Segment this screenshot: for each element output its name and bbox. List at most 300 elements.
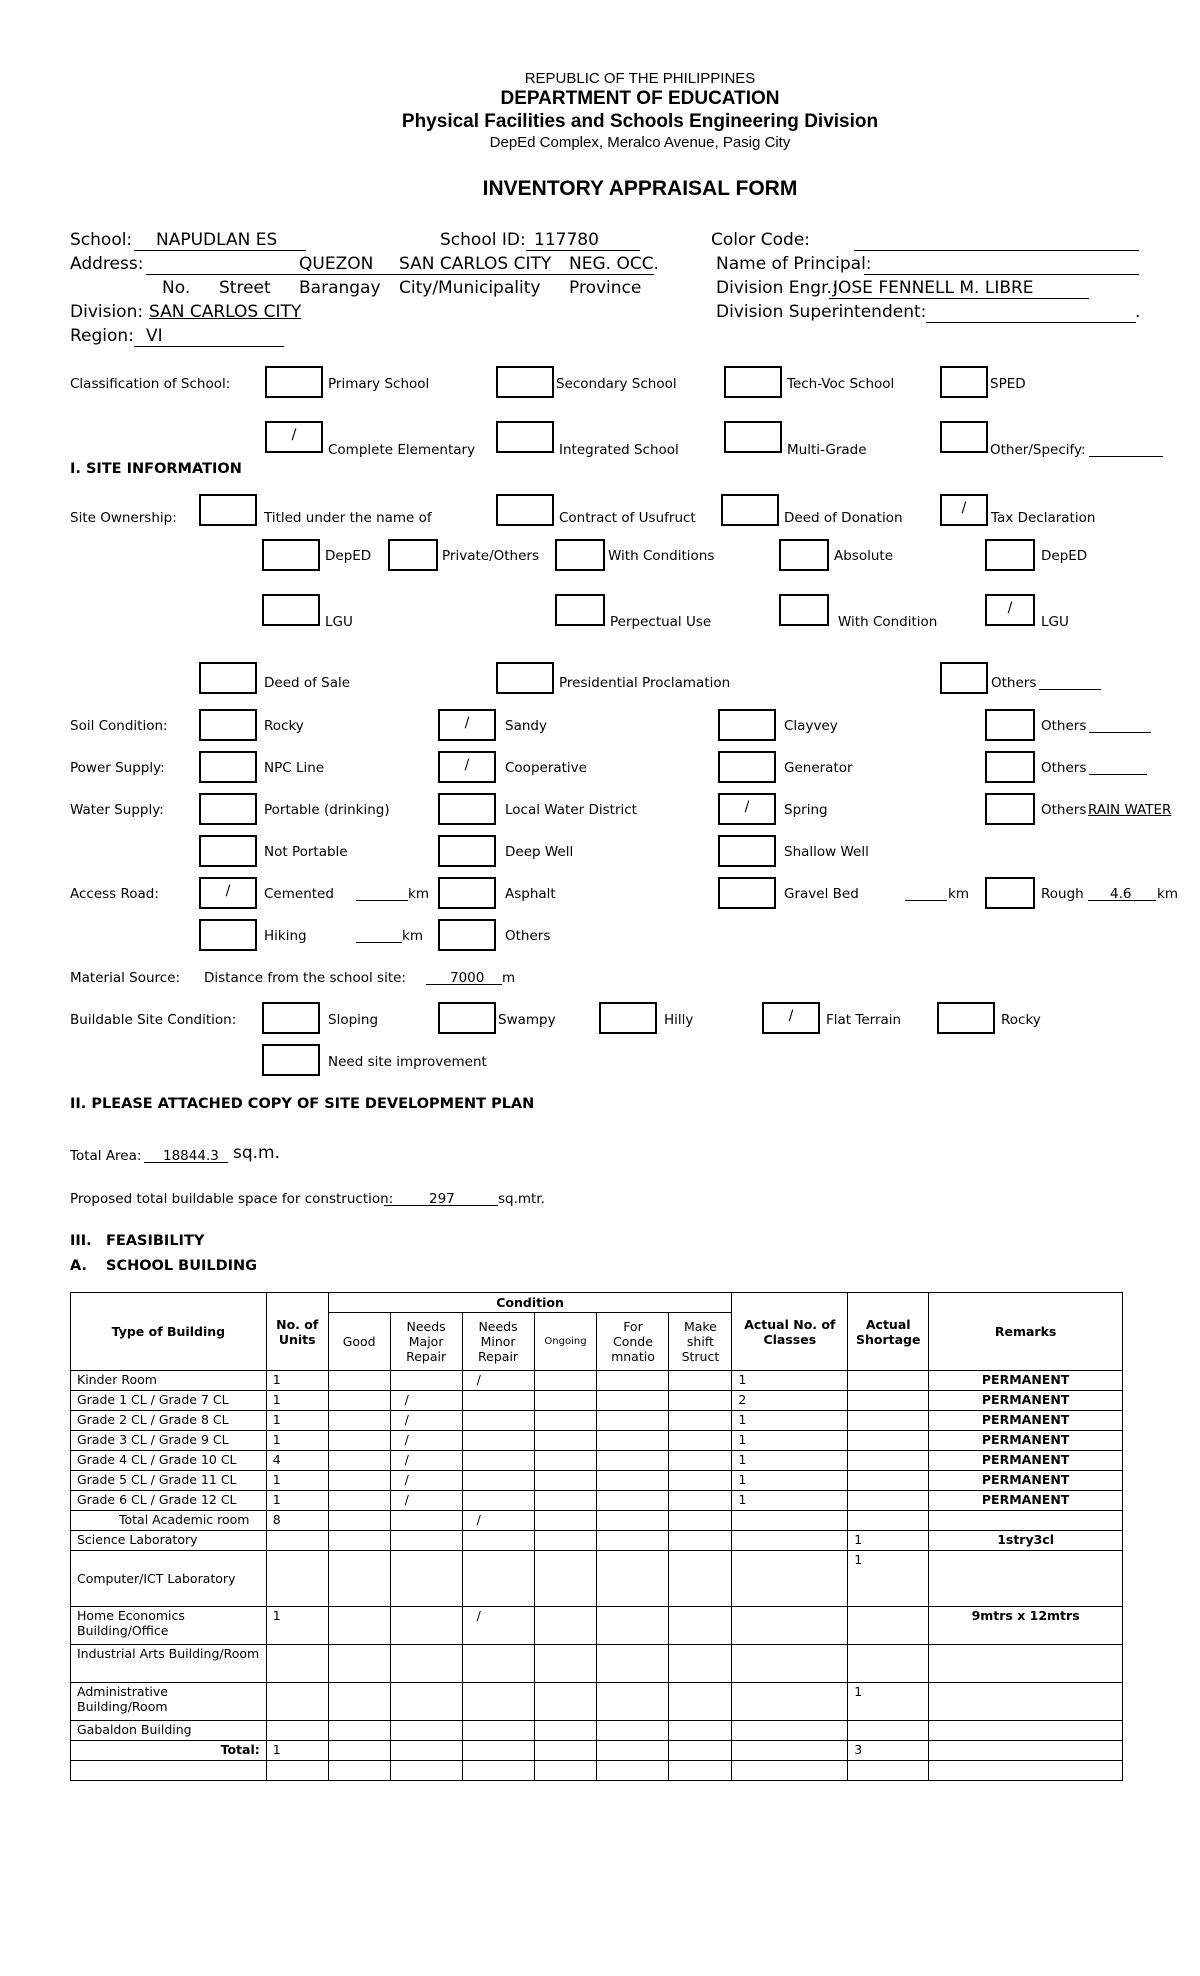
soil-others-checkbox[interactable] — [985, 709, 1035, 741]
cell-condemn — [597, 1371, 669, 1391]
cell-ongoing — [534, 1531, 597, 1551]
cell-type: Grade 2 CL / Grade 8 CL — [71, 1411, 267, 1431]
km2-label: km — [948, 886, 969, 902]
site-section-title: I. SITE INFORMATION — [70, 461, 242, 477]
cell-classes — [732, 1531, 848, 1551]
cell-condemn — [597, 1391, 669, 1411]
improve-checkbox[interactable] — [262, 1044, 320, 1076]
plan-section-title: II. PLEASE ATTACHED COPY OF SITE DEVELOPMENT PLAN — [70, 1096, 535, 1112]
gravel-label: Gravel Bed — [784, 886, 859, 902]
col-condition-header: Condition — [328, 1293, 732, 1313]
proposed-unit: sq.mtr. — [498, 1191, 545, 1207]
sped-label: SPED — [990, 376, 1026, 392]
sloping-label: Sloping — [328, 1012, 379, 1028]
cell-classes — [732, 1645, 848, 1683]
donation-label: Deed of Donation — [784, 510, 903, 526]
cell-ongoing — [534, 1761, 597, 1781]
cell-shortage: 1 — [848, 1531, 929, 1551]
secondary-label: Secondary School — [556, 376, 677, 392]
cell-remarks — [929, 1645, 1123, 1683]
cell-classes: 1 — [732, 1491, 848, 1511]
table-row — [71, 1683, 1123, 1721]
hiking-label: Hiking — [264, 928, 307, 944]
cell-makeshift — [669, 1531, 732, 1551]
proposed-value: 297 — [429, 1191, 455, 1207]
color-code-label: Color Code: — [711, 230, 811, 250]
total-area-value: 18844.3 — [163, 1148, 219, 1164]
with-condition-checkbox[interactable] — [779, 594, 829, 626]
cell-major — [390, 1531, 462, 1551]
col-minor-header: Needs Minor Repair — [462, 1313, 534, 1371]
water-others-checkbox[interactable] — [985, 793, 1035, 825]
complete-checkbox[interactable]: / — [265, 421, 323, 453]
cell-major — [390, 1371, 462, 1391]
deped1-label: DepED — [325, 548, 372, 564]
principal-line — [864, 252, 1139, 275]
gravel-checkbox[interactable] — [718, 877, 776, 909]
cell-units: 1 — [266, 1411, 328, 1431]
cell-good — [328, 1411, 390, 1431]
cell-minor — [462, 1451, 534, 1471]
cell-type: Grade 5 CL / Grade 11 CL — [71, 1471, 267, 1491]
cell-shortage: 1 — [848, 1683, 929, 1721]
superintendent-label: Division Superintendent: — [716, 302, 927, 322]
cemented-checkbox[interactable]: / — [199, 877, 257, 909]
coop-checkbox[interactable]: / — [438, 751, 496, 783]
cell-classes — [732, 1721, 848, 1741]
taxdec-checkbox[interactable]: / — [940, 494, 988, 526]
taxdec-label: Tax Declaration — [991, 510, 1096, 526]
cell-minor — [462, 1551, 534, 1607]
cell-type: Industrial Arts Building/Room — [71, 1645, 267, 1683]
cell-units: 1 — [266, 1607, 328, 1645]
material-label: Material Source: — [70, 970, 181, 986]
perpetual-checkbox[interactable] — [555, 594, 605, 626]
cell-makeshift — [669, 1471, 732, 1491]
total-area-unit: sq.m. — [233, 1143, 281, 1163]
table-row — [71, 1761, 1123, 1781]
cell-condemn — [597, 1411, 669, 1431]
cell-type: Administrative Building/Room — [71, 1683, 267, 1721]
distance-label: Distance from the school site: — [204, 970, 406, 986]
soil-others-line — [1089, 716, 1151, 733]
table-row — [71, 1451, 1123, 1471]
cell-makeshift — [669, 1741, 732, 1761]
cell-minor — [462, 1391, 534, 1411]
cell-major — [390, 1741, 462, 1761]
sub-no: No. — [162, 278, 191, 298]
usufruct-checkbox[interactable] — [496, 494, 554, 526]
feasibility-number: III. — [70, 1233, 92, 1249]
proclamation-checkbox[interactable] — [496, 662, 554, 694]
principal-label: Name of Principal: — [716, 254, 872, 274]
deped2-label: DepED — [1041, 548, 1088, 564]
proposed-label: Proposed total buildable space for construction: — [70, 1191, 394, 1207]
cell-good — [328, 1491, 390, 1511]
perpetual-label: Perpectual Use — [610, 614, 712, 630]
cell-condemn — [597, 1451, 669, 1471]
school-building-title: SCHOOL BUILDING — [106, 1258, 258, 1274]
cell-units: 4 — [266, 1451, 328, 1471]
rough-checkbox[interactable] — [985, 877, 1035, 909]
secondary-checkbox[interactable] — [496, 366, 554, 398]
water-label: Water Supply: — [70, 802, 164, 818]
table-row — [71, 1471, 1123, 1491]
cell-major — [390, 1645, 462, 1683]
cell-condemn — [597, 1431, 669, 1451]
cell-units — [266, 1761, 328, 1781]
cell-major: / — [390, 1411, 462, 1431]
cell-major — [390, 1551, 462, 1607]
cell-remarks: 9mtrs x 12mtrs — [929, 1607, 1123, 1645]
primary-checkbox[interactable] — [265, 366, 323, 398]
table-row — [71, 1511, 1123, 1531]
generator-label: Generator — [784, 760, 853, 776]
address-label: Address: — [70, 254, 144, 274]
private-checkbox[interactable] — [388, 539, 438, 571]
cell-units — [266, 1551, 328, 1607]
cell-makeshift — [669, 1391, 732, 1411]
improve-label: Need site improvement — [328, 1054, 487, 1070]
cell-units: 1 — [266, 1741, 328, 1761]
deped2-checkbox[interactable] — [985, 539, 1035, 571]
lgu2-label: LGU — [1041, 614, 1069, 630]
cell-makeshift — [669, 1411, 732, 1431]
cell-ongoing — [534, 1645, 597, 1683]
sub-city: City/Municipality — [399, 278, 541, 298]
cemented-label: Cemented — [264, 886, 334, 902]
cell-minor — [462, 1761, 534, 1781]
cell-major — [390, 1761, 462, 1781]
with-conditions-label: With Conditions — [608, 548, 715, 564]
cell-classes — [732, 1761, 848, 1781]
water-others-value: RAIN WATER — [1088, 802, 1172, 818]
km4-label: km — [402, 928, 423, 944]
division-label: Division: — [70, 302, 144, 322]
cell-condemn — [597, 1551, 669, 1607]
cell-ongoing — [534, 1411, 597, 1431]
clayvey-label: Clayvey — [784, 718, 838, 734]
cell-ongoing — [534, 1371, 597, 1391]
cell-shortage — [848, 1471, 929, 1491]
cell-makeshift — [669, 1683, 732, 1721]
cell-ongoing — [534, 1471, 597, 1491]
private-label: Private/Others — [442, 548, 539, 564]
npc-label: NPC Line — [264, 760, 325, 776]
cell-ongoing — [534, 1683, 597, 1721]
cell-condemn — [597, 1741, 669, 1761]
table-row — [71, 1741, 1123, 1761]
other-checkbox[interactable] — [940, 421, 988, 453]
cell-type: Computer/ICT Laboratory — [71, 1551, 267, 1607]
spring-checkbox[interactable]: / — [718, 793, 776, 825]
region-value: VI — [146, 326, 163, 346]
cell-good — [328, 1471, 390, 1491]
distance-value: 7000 — [450, 970, 485, 986]
flat-label: Flat Terrain — [826, 1012, 902, 1028]
cell-classes: 1 — [732, 1431, 848, 1451]
power-label: Power Supply: — [70, 760, 165, 776]
cell-shortage — [848, 1491, 929, 1511]
cell-good — [328, 1721, 390, 1741]
with-conditions-checkbox[interactable] — [555, 539, 605, 571]
building-table-body — [71, 1371, 1123, 1781]
cell-condemn — [597, 1491, 669, 1511]
cell-condemn — [597, 1471, 669, 1491]
cell-classes — [732, 1607, 848, 1645]
col-good-header: Good — [328, 1313, 390, 1371]
hiking-checkbox[interactable] — [199, 919, 257, 951]
superintendent-dot: . — [1135, 302, 1141, 322]
cell-shortage: 3 — [848, 1741, 929, 1761]
cell-remarks: PERMANENT — [929, 1431, 1123, 1451]
feasibility-title: FEASIBILITY — [106, 1233, 205, 1249]
shallow-well-label: Shallow Well — [784, 844, 869, 860]
buildable-label: Buildable Site Condition: — [70, 1012, 237, 1028]
engr-value: JOSE FENNELL M. LIBRE — [833, 278, 1034, 298]
header-department: DEPARTMENT OF EDUCATION — [500, 88, 780, 109]
cell-major: / — [390, 1391, 462, 1411]
spring-label: Spring — [784, 802, 828, 818]
power-others-line — [1089, 758, 1147, 775]
not-portable-checkbox[interactable] — [199, 835, 257, 867]
cell-condemn — [597, 1607, 669, 1645]
header-division: Physical Facilities and Schools Engineering Division — [401, 111, 879, 132]
cell-ongoing — [534, 1741, 597, 1761]
others-own-label: Others — [991, 675, 1037, 691]
complete-label: Complete Elementary — [328, 442, 476, 458]
cell-type — [71, 1761, 267, 1781]
integrated-checkbox[interactable] — [496, 421, 554, 453]
others-own-checkbox[interactable] — [940, 662, 988, 694]
cell-shortage — [848, 1371, 929, 1391]
other-label: Other/Specify: — [990, 442, 1086, 458]
lgu2-checkbox[interactable]: / — [985, 594, 1035, 626]
hilly-label: Hilly — [664, 1012, 694, 1028]
cell-shortage — [848, 1431, 929, 1451]
cell-major — [390, 1607, 462, 1645]
cell-shortage: 1 — [848, 1551, 929, 1607]
cell-ongoing — [534, 1551, 597, 1607]
cell-good — [328, 1371, 390, 1391]
road-others-label: Others — [505, 928, 551, 944]
color-code-line — [854, 228, 1139, 251]
rocky-checkbox[interactable] — [199, 709, 257, 741]
sped-checkbox[interactable] — [940, 366, 988, 398]
table-row — [71, 1721, 1123, 1741]
cell-condemn — [597, 1761, 669, 1781]
classification-label: Classification of School: — [70, 376, 231, 392]
sub-province: Province — [569, 278, 642, 298]
form-title: INVENTORY APPRAISAL FORM — [482, 177, 798, 200]
school-building-table — [70, 1292, 1123, 1781]
sandy-checkbox[interactable]: / — [438, 709, 496, 741]
rough-value: 4.6 — [1110, 886, 1132, 902]
cell-classes: 1 — [732, 1451, 848, 1471]
cell-condemn — [597, 1645, 669, 1683]
deed-sale-checkbox[interactable] — [199, 662, 257, 694]
col-condemn-header: For Conde mnatio — [597, 1313, 669, 1371]
cell-minor — [462, 1471, 534, 1491]
generator-checkbox[interactable] — [718, 751, 776, 783]
table-row — [71, 1551, 1123, 1607]
cell-makeshift — [669, 1511, 732, 1531]
primary-label: Primary School — [328, 376, 430, 392]
table-row — [71, 1531, 1123, 1551]
school-value: NAPUDLAN ES — [156, 230, 278, 250]
cell-makeshift — [669, 1761, 732, 1781]
cell-minor: / — [462, 1371, 534, 1391]
cell-good — [328, 1761, 390, 1781]
shallow-well-checkbox[interactable] — [718, 835, 776, 867]
cell-units: 8 — [266, 1511, 328, 1531]
lgu1-label: LGU — [325, 614, 353, 630]
cell-good — [328, 1683, 390, 1721]
not-portable-label: Not Portable — [264, 844, 348, 860]
cell-condemn — [597, 1531, 669, 1551]
cell-major — [390, 1511, 462, 1531]
header-address: DepEd Complex, Meralco Avenue, Pasig City — [489, 134, 791, 151]
school-building-letter: A. — [70, 1258, 87, 1274]
col-shortage-header: Actual Shortage — [848, 1293, 929, 1371]
cell-makeshift — [669, 1551, 732, 1607]
cell-major: / — [390, 1451, 462, 1471]
col-makeshift-header: Make shift Struct — [669, 1313, 732, 1371]
cell-ongoing — [534, 1431, 597, 1451]
cell-makeshift — [669, 1451, 732, 1471]
ownership-label: Site Ownership: — [70, 510, 177, 526]
cell-minor: / — [462, 1607, 534, 1645]
cell-units: 1 — [266, 1391, 328, 1411]
cell-remarks: PERMANENT — [929, 1371, 1123, 1391]
titled-checkbox[interactable] — [199, 494, 257, 526]
cell-type: Home Economics Building/Office — [71, 1607, 267, 1645]
table-row — [71, 1391, 1123, 1411]
school-label: School: — [70, 230, 133, 250]
cell-ongoing — [534, 1511, 597, 1531]
cell-minor — [462, 1741, 534, 1761]
total-area-label: Total Area: — [70, 1148, 142, 1164]
asphalt-label: Asphalt — [505, 886, 556, 902]
absolute-label: Absolute — [834, 548, 894, 564]
asphalt-checkbox[interactable] — [438, 877, 496, 909]
with-condition-label: With Condition — [838, 614, 938, 630]
swampy-checkbox[interactable] — [438, 1002, 496, 1034]
usufruct-label: Contract of Usufruct — [559, 510, 696, 526]
cell-good — [328, 1645, 390, 1683]
cell-type: Grade 4 CL / Grade 10 CL — [71, 1451, 267, 1471]
cell-major: / — [390, 1471, 462, 1491]
road-others-checkbox[interactable] — [438, 919, 496, 951]
cell-type: Total Academic room — [71, 1511, 267, 1531]
deed-sale-label: Deed of Sale — [264, 675, 351, 691]
sub-street: Street — [219, 278, 271, 298]
deped1-checkbox[interactable] — [262, 539, 320, 571]
sloping-checkbox[interactable] — [262, 1002, 320, 1034]
deep-well-checkbox[interactable] — [438, 835, 496, 867]
school-id-label: School ID: — [440, 230, 526, 250]
cell-type: Science Laboratory — [71, 1531, 267, 1551]
cell-minor — [462, 1411, 534, 1431]
cell-remarks: PERMANENT — [929, 1491, 1123, 1511]
cell-good — [328, 1531, 390, 1551]
cell-minor — [462, 1531, 534, 1551]
local-water-checkbox[interactable] — [438, 793, 496, 825]
flat-checkbox[interactable]: / — [762, 1002, 820, 1034]
cell-remarks: PERMANENT — [929, 1451, 1123, 1471]
cell-remarks — [929, 1683, 1123, 1721]
cell-units: 1 — [266, 1371, 328, 1391]
cemented-km-line — [356, 884, 408, 901]
npc-checkbox[interactable] — [199, 751, 257, 783]
cell-good — [328, 1391, 390, 1411]
province-value: NEG. OCC. — [569, 254, 659, 274]
hilly-checkbox[interactable] — [599, 1002, 657, 1034]
portable-checkbox[interactable] — [199, 793, 257, 825]
proclamation-label: Presidential Proclamation — [559, 675, 731, 691]
sub-barangay: Barangay — [299, 278, 381, 298]
access-label: Access Road: — [70, 886, 159, 902]
table-row — [71, 1607, 1123, 1645]
cell-units: 1 — [266, 1431, 328, 1451]
col-units-header: No. of Units — [266, 1293, 328, 1371]
rocky-label: Rocky — [264, 718, 304, 734]
cell-classes — [732, 1551, 848, 1607]
water-others-label: Others — [1041, 802, 1087, 818]
cell-classes: 1 — [732, 1471, 848, 1491]
donation-checkbox[interactable] — [721, 494, 779, 526]
rocky2-checkbox[interactable] — [937, 1002, 995, 1034]
cell-ongoing — [534, 1451, 597, 1471]
portable-label: Portable (drinking) — [264, 802, 390, 818]
cell-remarks: 1stry3cl — [929, 1531, 1123, 1551]
cell-classes: 1 — [732, 1371, 848, 1391]
cell-remarks — [929, 1551, 1123, 1607]
power-others-checkbox[interactable] — [985, 751, 1035, 783]
multigrade-checkbox[interactable] — [724, 421, 782, 453]
cell-units — [266, 1645, 328, 1683]
table-row — [71, 1645, 1123, 1683]
cell-units: 1 — [266, 1471, 328, 1491]
lgu1-checkbox[interactable] — [262, 594, 320, 626]
sandy-label: Sandy — [505, 718, 547, 734]
cell-major: / — [390, 1431, 462, 1451]
cell-makeshift — [669, 1371, 732, 1391]
techvoc-checkbox[interactable] — [724, 366, 782, 398]
rough-label: Rough — [1041, 886, 1084, 902]
cell-type: Grade 1 CL / Grade 7 CL — [71, 1391, 267, 1411]
cell-shortage — [848, 1451, 929, 1471]
engr-label: Division Engr.: — [716, 278, 838, 298]
integrated-label: Integrated School — [559, 442, 679, 458]
titled-label: Titled under the name of — [264, 510, 432, 526]
clayvey-checkbox[interactable] — [718, 709, 776, 741]
cell-minor: / — [462, 1511, 534, 1531]
cell-shortage — [848, 1391, 929, 1411]
cell-type: Grade 6 CL / Grade 12 CL — [71, 1491, 267, 1511]
col-ongoing-header: Ongoing — [534, 1313, 597, 1371]
cell-remarks — [929, 1761, 1123, 1781]
cell-makeshift — [669, 1607, 732, 1645]
swampy-label: Swampy — [498, 1012, 556, 1028]
table-row — [71, 1491, 1123, 1511]
absolute-checkbox[interactable] — [779, 539, 829, 571]
division-value: SAN CARLOS CITY — [149, 302, 302, 322]
col-remarks-header: Remarks — [929, 1293, 1123, 1371]
cell-condemn — [597, 1683, 669, 1721]
cell-type: Kinder Room — [71, 1371, 267, 1391]
distance-unit: m — [502, 970, 516, 986]
